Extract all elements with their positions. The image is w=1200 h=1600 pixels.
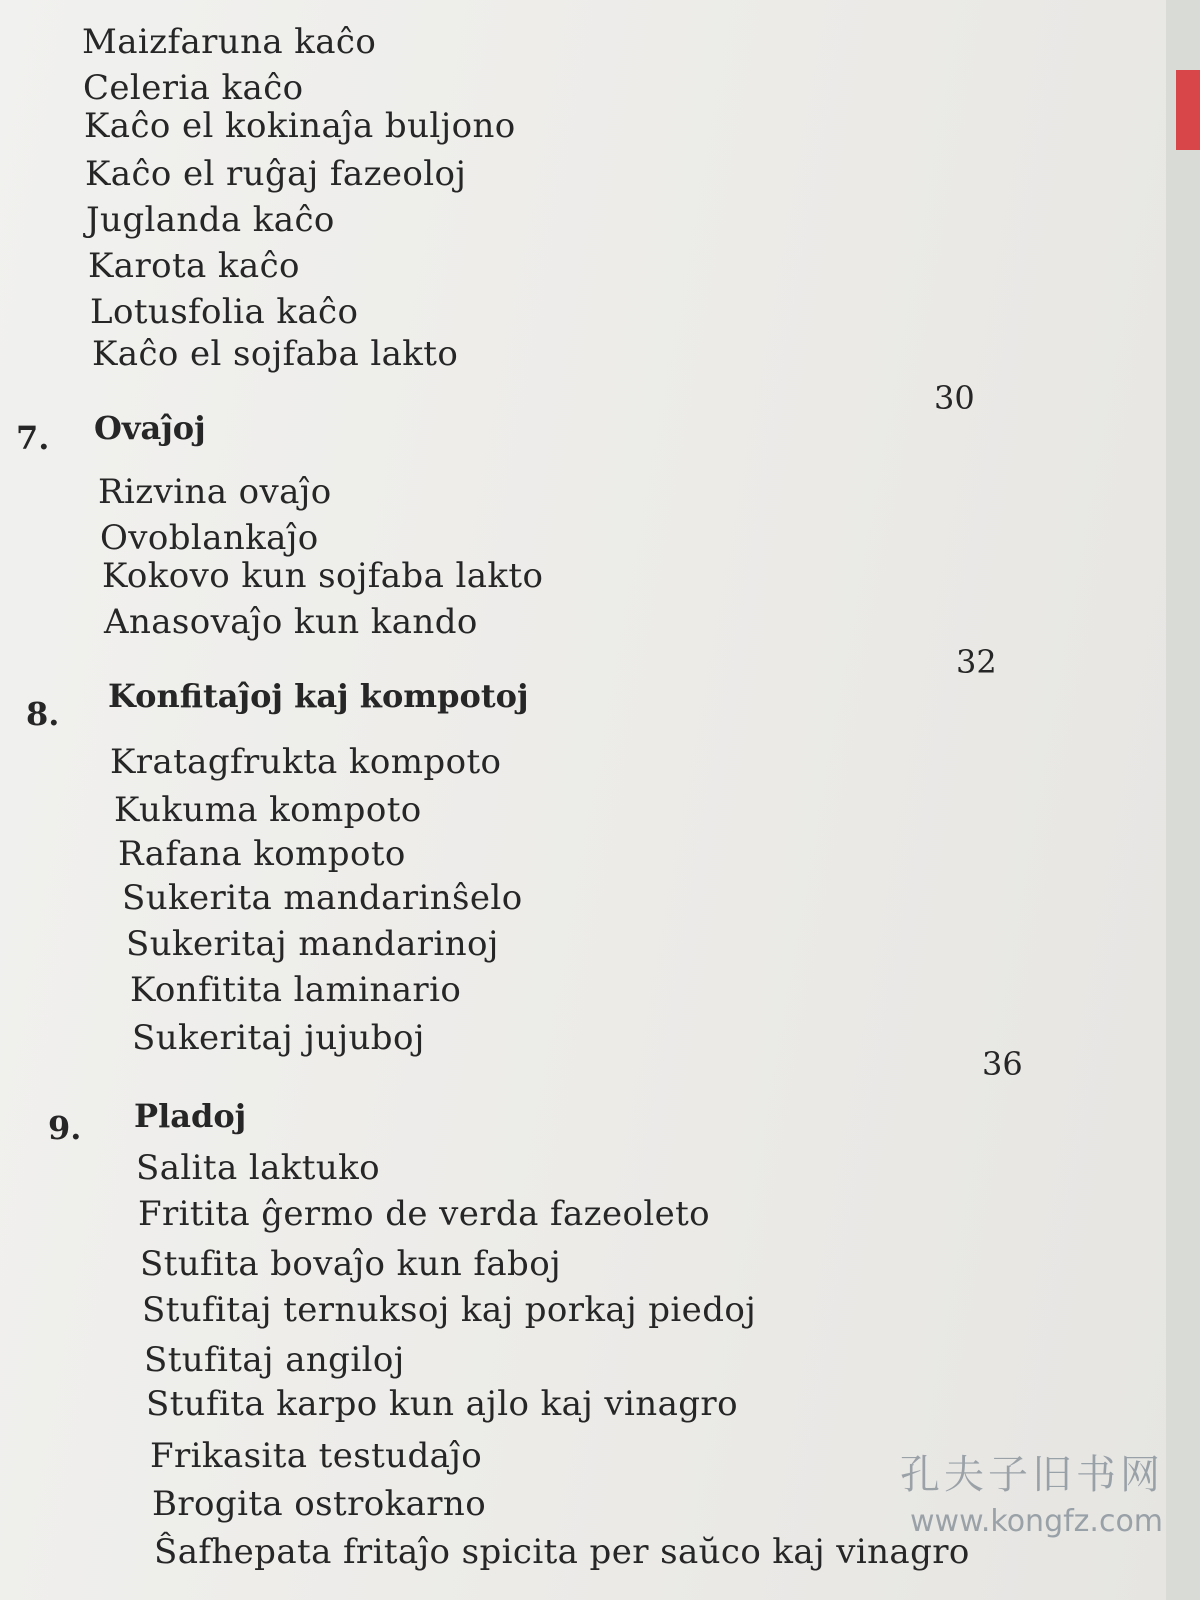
list-item: Fritita ĝermo de verda fazeoleto [138,1194,711,1234]
list-item: Lotusfolia kaĉo [90,292,359,332]
background-fabric [1176,70,1200,150]
list-item: Celeria kaĉo [83,68,304,108]
list-item: Rafana kompoto [118,834,406,874]
list-item: Kaĉo el sojfaba lakto [92,334,459,374]
list-item: Karota kaĉo [88,246,300,286]
list-item: Stufita bovaĵo kun faboj [140,1244,562,1284]
section-title: Pladoj [134,1097,247,1135]
page-edge [1166,0,1200,1600]
list-item: Ovoblankaĵo [100,518,319,558]
list-item: Anasovaĵo kun kando [104,602,478,642]
list-item: Sukeritaj mandarinoj [126,924,499,964]
list-item: Konfitita laminario [130,970,462,1010]
list-item: Stufitaj angiloj [144,1340,405,1380]
list-item: Sukeritaj jujuboj [132,1018,425,1058]
list-item: Kokovo kun sojfaba lakto [102,556,544,596]
list-item: Kukuma kompoto [114,790,422,830]
list-item: Maizfaruna kaĉo [82,22,377,62]
watermark-url: www.kongfz.com [910,1504,1164,1539]
list-item: Ŝafhepata fritaĵo spicita per saŭco kaj vinagro [154,1532,970,1572]
list-item: Brogita ostrokarno [152,1484,487,1524]
list-item: Stufita karpo kun ajlo kaj vinagro [146,1384,738,1424]
list-item: Rizvina ovaĵo [98,472,332,512]
section-number: 9. [48,1109,82,1147]
watermark-text: 孔夫子旧书网 [900,1452,1164,1498]
page-number: 36 [982,1045,1023,1083]
list-item: Kaĉo el ruĝaj fazeoloj [85,154,467,194]
page-number: 32 [956,643,997,681]
section-title: Ovaĵoj [94,409,206,447]
watermark [880,1448,1170,1588]
section-title: Konfitaĵoj kaj kompotoj [108,677,529,715]
list-item: Sukerita mandarinŝelo [122,878,523,918]
section-number: 7. [16,419,50,457]
section-number: 8. [26,695,60,733]
list-item: Salita laktuko [136,1148,381,1188]
list-item: Kaĉo el kokinaĵa buljono [84,106,516,146]
list-item: Stufitaj ternuksoj kaj porkaj piedoj [142,1290,757,1330]
page-number: 30 [934,379,975,417]
list-item: Frikasita testudaĵo [150,1436,483,1476]
list-item: Kratagfrukta kompoto [110,742,502,782]
list-item: Juglanda kaĉo [86,200,335,240]
